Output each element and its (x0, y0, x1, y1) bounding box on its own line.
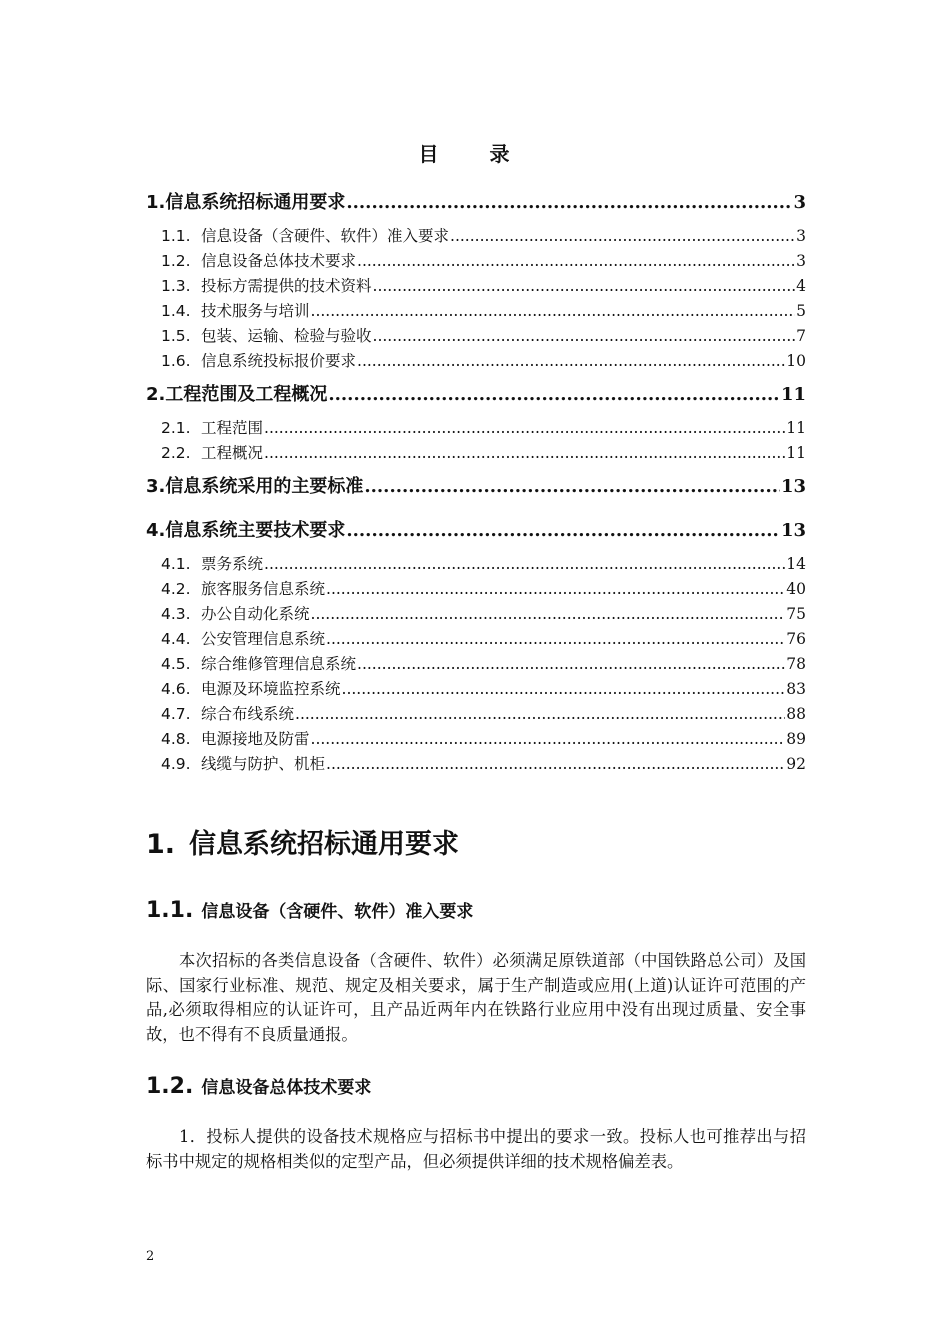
toc-title: 目 录 (418, 142, 532, 166)
toc-entry-label: 技术服务与培训 (201, 302, 310, 320)
toc-entry[interactable] (146, 349, 806, 374)
toc-entry-page: 40 (786, 580, 806, 598)
toc-entry[interactable] (146, 441, 806, 466)
body-paragraph: 1．投标人提供的设备技术规格应与招标书中提出的要求一致。投标人也可推荐出与招标书中规定的规格相类似的定型产品，但必须提供详细的技术规格偏差表。 (146, 1127, 806, 1171)
toc-entry-label: 投标方需提供的技术资料 (201, 277, 372, 295)
toc-entry-page: 88 (786, 705, 806, 723)
toc-entry[interactable] (146, 677, 806, 702)
toc-entry-page: 83 (786, 680, 806, 698)
toc-entry-label: 信息系统投标报价要求 (201, 352, 357, 370)
toc-entry-number: 2.2. (161, 444, 191, 462)
toc-entry-label: 工程范围及工程概况 (165, 384, 328, 405)
toc-entry-label: 综合维修管理信息系统 (201, 655, 357, 673)
toc-entry[interactable] (146, 727, 806, 752)
section-title: 信息设备总体技术要求 (201, 1078, 372, 1098)
toc-entry-number: 1.3. (161, 277, 191, 295)
toc-entry-label: 信息系统招标通用要求 (165, 192, 346, 213)
toc-entry-number: 4.3. (161, 605, 191, 623)
toc-entry-label: 票务系统 (201, 555, 264, 573)
toc-leader-dots (311, 605, 786, 623)
toc-entry-label: 综合布线系统 (201, 705, 295, 723)
toc-entry-number: 3. (146, 476, 166, 497)
toc-entry-number: 4.4. (161, 630, 191, 648)
toc-entry-number: 4.1. (161, 555, 191, 573)
toc-leader-dots (311, 302, 796, 320)
toc-leader-dots (328, 384, 780, 405)
toc-entry-page: 89 (786, 730, 806, 748)
toc-entry-page: 7 (796, 327, 806, 345)
toc-entry[interactable] (146, 702, 806, 727)
toc-entry-number: 4.8. (161, 730, 191, 748)
toc-leader-dots (326, 580, 785, 598)
toc-entry-number: 1.4. (161, 302, 191, 320)
toc-entry-page: 3 (796, 252, 806, 270)
toc-entry-label: 电源及环境监控系统 (201, 680, 341, 698)
toc-entry-page: 5 (796, 302, 806, 320)
toc-leader-dots (264, 419, 785, 437)
section-title: 信息设备（含硬件、软件）准入要求 (201, 902, 474, 922)
toc-leader-dots (346, 520, 780, 541)
toc-entry-label: 办公自动化系统 (201, 605, 310, 623)
toc-entry-label: 信息系统主要技术要求 (165, 520, 346, 541)
toc-entry-page: 14 (786, 555, 806, 573)
toc-entry[interactable] (146, 472, 806, 498)
section-title: 信息系统招标通用要求 (189, 829, 460, 860)
toc-entry-number: 2. (146, 384, 166, 405)
toc-entry[interactable] (146, 416, 806, 441)
toc-entry[interactable] (146, 516, 806, 542)
toc-entry-number: 4.2. (161, 580, 191, 598)
page-number: 2 (146, 1249, 155, 1264)
toc-entry-number: 4. (146, 520, 166, 541)
toc-entry-label: 工程概况 (201, 444, 264, 462)
toc-leader-dots (357, 352, 785, 370)
toc-entry[interactable] (146, 652, 806, 677)
toc-leader-dots (326, 630, 785, 648)
toc-entry-page: 11 (786, 444, 806, 462)
toc-entry[interactable] (146, 224, 806, 249)
toc-entry[interactable] (146, 324, 806, 349)
toc-entry-page: 78 (786, 655, 806, 673)
toc-entry-number: 1.5. (161, 327, 191, 345)
toc-leader-dots (357, 252, 795, 270)
toc-entry-page: 11 (780, 384, 806, 405)
toc-entry-number: 1.1. (161, 227, 191, 245)
toc-entry[interactable] (146, 299, 806, 324)
toc-entry[interactable] (146, 552, 806, 577)
toc-entry-number: 1. (146, 192, 166, 213)
toc-leader-dots (373, 277, 796, 295)
toc-entry-number: 2.1. (161, 419, 191, 437)
toc-entry[interactable] (146, 602, 806, 627)
toc-leader-dots (346, 192, 792, 213)
toc-entry-label: 信息系统采用的主要标准 (165, 476, 364, 497)
toc-entry[interactable] (146, 249, 806, 274)
section-number: 1.2. (146, 1074, 194, 1099)
toc-leader-dots (295, 705, 785, 723)
toc-entry-number: 4.5. (161, 655, 191, 673)
toc-entry-number: 4.6. (161, 680, 191, 698)
toc-entry-number: 4.9. (161, 755, 191, 773)
toc-entry-label: 电源接地及防雷 (201, 730, 310, 748)
toc-entry-label: 线缆与防护、机柜 (201, 755, 326, 773)
toc-leader-dots (264, 444, 785, 462)
toc-entry-page: 10 (786, 352, 806, 370)
section-number: 1. (146, 829, 176, 860)
toc-entry-number: 1.6. (161, 352, 191, 370)
toc-entry-label: 公安管理信息系统 (201, 630, 326, 648)
toc-entry-page: 13 (780, 520, 806, 541)
toc-leader-dots (342, 680, 786, 698)
toc-leader-dots (364, 476, 780, 497)
toc-leader-dots (311, 730, 786, 748)
toc-entry-label: 工程范围 (201, 419, 264, 437)
toc-entry[interactable] (146, 627, 806, 652)
toc-entry[interactable] (146, 380, 806, 406)
section-heading-1-2 (146, 1073, 371, 1099)
toc-entry[interactable] (146, 577, 806, 602)
body-paragraph: 本次招标的各类信息设备（含硬件、软件）必须满足原铁道部（中国铁路总公司）及国际、国家行业标准、规范、规定及相关要求，属于生产制造或应用(上道)认证许可范围的产品,必须取得相应的认证许可，且产品近两年内在铁路行业应用中没有出现过质量、安全事故，也不得有不良质量通报。 (146, 951, 806, 1044)
toc-leader-dots (450, 227, 795, 245)
toc-leader-dots (264, 555, 785, 573)
toc-entry-number: 1.2. (161, 252, 191, 270)
toc-entry[interactable] (146, 752, 806, 777)
toc-entry-page: 13 (780, 476, 806, 497)
toc-entry-label: 包装、运输、检验与验收 (201, 327, 372, 345)
toc-entry-page: 3 (796, 227, 806, 245)
toc-entry-page: 92 (786, 755, 806, 773)
toc-entry-page: 4 (796, 277, 806, 295)
toc-leader-dots (357, 655, 785, 673)
table-of-contents (146, 188, 806, 777)
toc-entry-label: 旅客服务信息系统 (201, 580, 326, 598)
section-heading-1-1 (146, 897, 473, 923)
toc-leader-dots (326, 755, 785, 773)
toc-entry-page: 11 (786, 419, 806, 437)
toc-entry[interactable] (146, 274, 806, 299)
toc-entry-number: 4.7. (161, 705, 191, 723)
toc-entry-label: 信息设备（含硬件、软件）准入要求 (201, 227, 450, 245)
section-number: 1.1. (146, 898, 194, 923)
toc-leader-dots (373, 327, 796, 345)
toc-entry-page: 3 (793, 192, 806, 213)
toc-entry[interactable] (146, 188, 806, 214)
toc-entry-label: 信息设备总体技术要求 (201, 252, 357, 270)
section-heading-1 (146, 822, 459, 861)
toc-entry-page: 75 (786, 605, 806, 623)
toc-entry-page: 76 (786, 630, 806, 648)
